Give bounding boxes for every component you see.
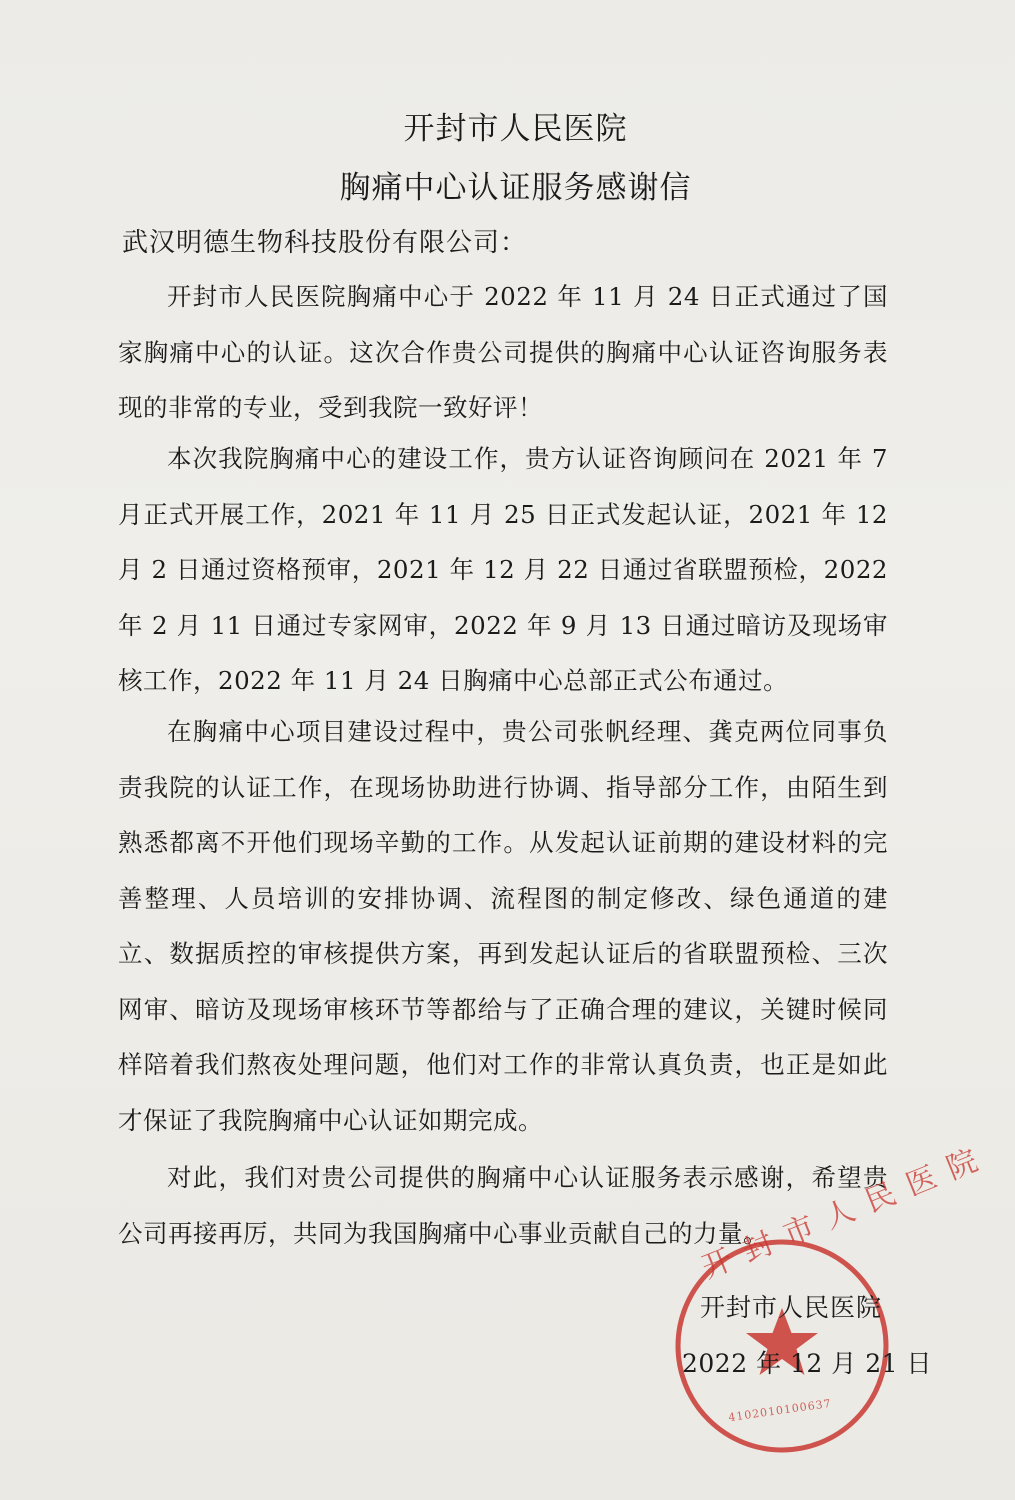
letter-paragraph: 本次我院胸痛中心的建设工作，贵方认证咨询顾问在 2021 年 7 月正式开展工作，2021 年 11 月 25 日正式发起认证，2021 年 12 月 2 日通过资格预审，2021 年 12 月 22 日通过省联盟预检，2022 年 2 月 11 日通过专家网审，2022 年 9 月 13 日通过暗访及现场审核工作，2022 年 11 月 24 日胸痛中心总部正式公布通过。: [118, 444, 888, 695]
letter-paragraph: 对此，我们对贵公司提供的胸痛中心认证服务表示感谢，希望贵公司再接再厉，共同为我国胸痛中心事业贡献自己的力量。: [118, 1163, 888, 1248]
letter-title-hospital: 开封市人民医院: [403, 111, 628, 147]
letter-title-subject: 胸痛中心认证服务感谢信: [339, 170, 692, 206]
seal-number: 4102010100637: [727, 1396, 833, 1425]
signature-organization: 开封市人民医院: [700, 1293, 883, 1322]
signature-date: 2022 年 12 月 21 日: [682, 1349, 932, 1378]
seal-inscription: 开封市人民医院: [696, 1138, 996, 1286]
letter-paragraph: 在胸痛中心项目建设过程中，贵公司张帆经理、龚克两位同事负责我院的认证工作，在现场协助进行协调、指导部分工作，由陌生到熟悉都离不开他们现场辛勤的工作。从发起认证前期的建设材料的完善整理、人员培训的安排协调、流程图的制定修改、绿色通道的建立、数据质控的审核提供方案，再到发起认证后的省联盟预检、三次网审、暗访及现场审核环节等都给与了正确合理的建议，关键时候同样陪着我们熬夜处理问题，他们对工作的非常认真负责，也正是如此才保证了我院胸痛中心认证如期完成。: [118, 717, 888, 1135]
letter-paragraph: 开封市人民医院胸痛中心于 2022 年 11 月 24 日正式通过了国家胸痛中心的认证。这次合作贵公司提供的胸痛中心认证咨询服务表现的非常的专业，受到我院一致好评！: [118, 282, 888, 422]
letter-salutation: 武汉明德生物科技股份有限公司：: [122, 228, 528, 258]
